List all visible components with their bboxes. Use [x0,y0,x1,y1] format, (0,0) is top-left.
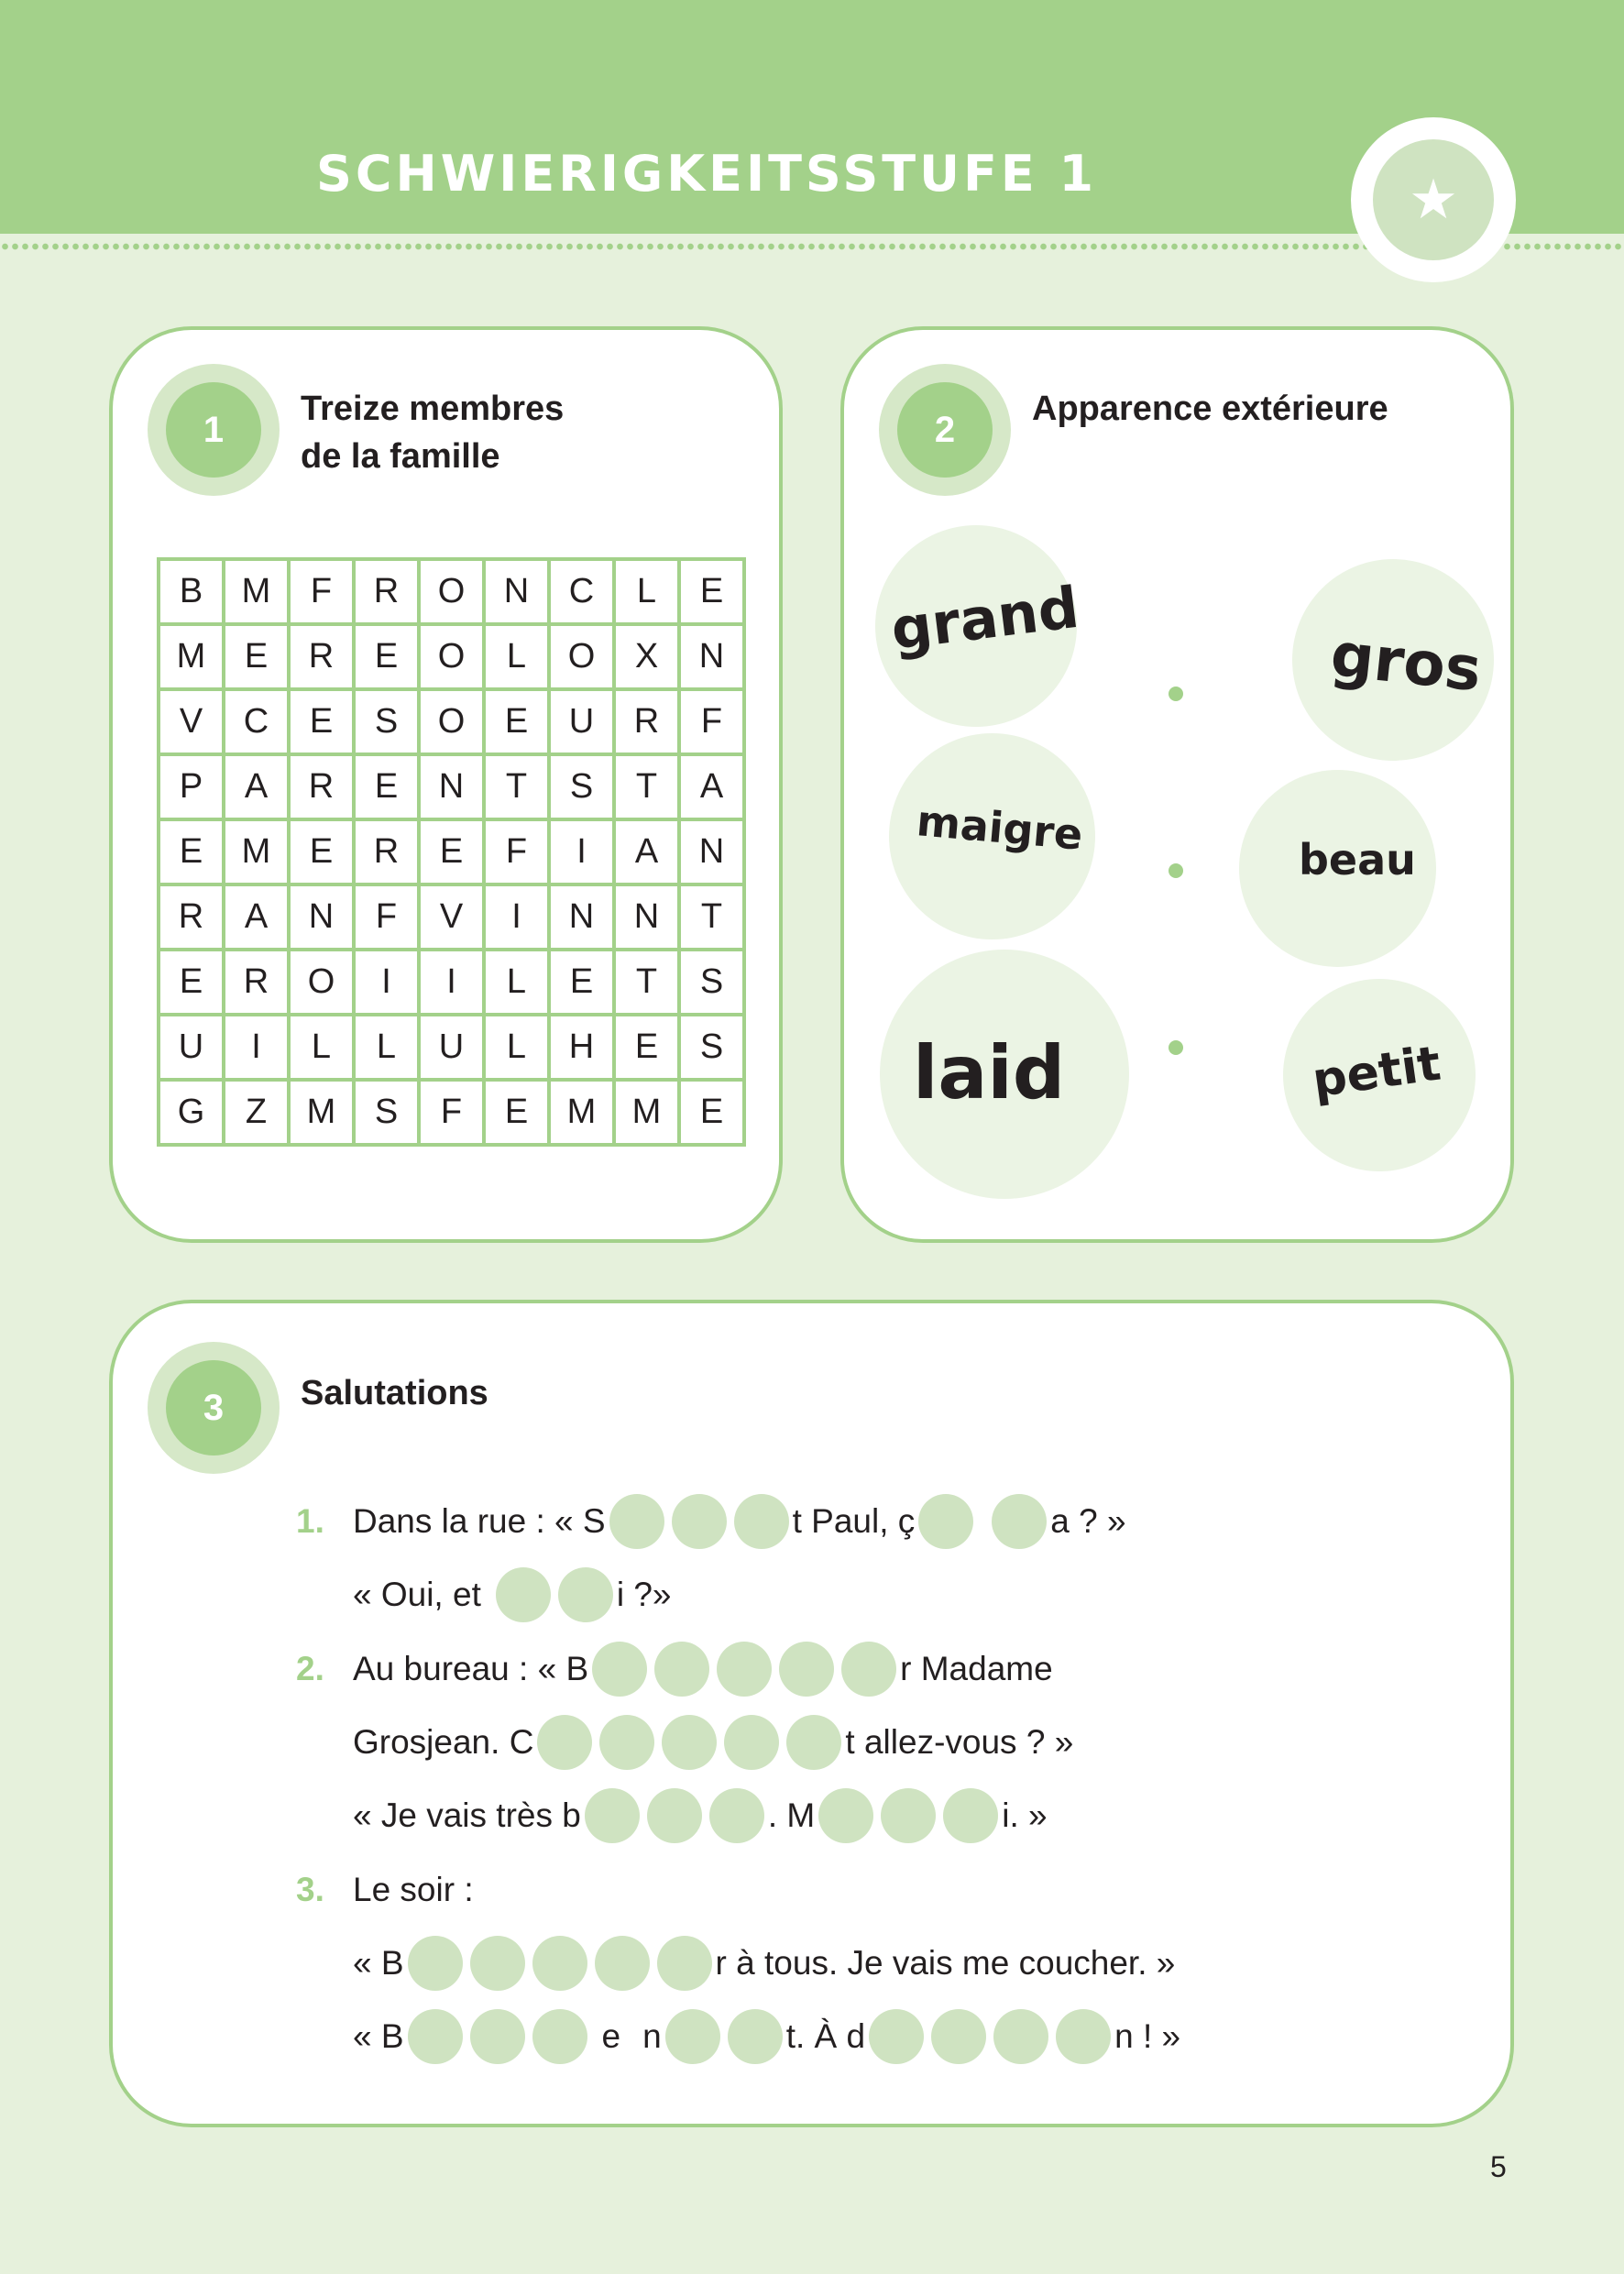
letter-blank[interactable] [709,1788,764,1843]
line-text: r à tous. Je vais me coucher. » [715,1944,1176,1982]
grid-cell[interactable]: Z [224,1080,289,1145]
grid-cell[interactable]: O [419,689,484,754]
line-text: « Je vais très b [353,1796,581,1834]
letter-blank[interactable] [532,1936,587,1991]
letter-blank[interactable] [408,2009,463,2064]
grid-cell[interactable]: S [679,950,744,1015]
word-search-grid [157,557,746,1147]
grid-cell[interactable]: R [224,950,289,1015]
grid-cell[interactable]: G [159,1080,224,1145]
grid-cell[interactable]: M [289,1080,354,1145]
letter-blank[interactable] [869,2009,924,2064]
grid-cell[interactable]: O [419,624,484,689]
grid-cell[interactable]: E [484,689,549,754]
grid-cell[interactable]: N [679,819,744,884]
grid-row [159,754,744,819]
grid-cell[interactable]: F [484,819,549,884]
salutation-line-4 [353,1713,1073,1772]
grid-cell[interactable]: L [289,1015,354,1080]
grid-cell[interactable]: C [549,559,614,624]
exercise-2-number-badge [879,364,1011,496]
letter-blank[interactable] [532,2009,587,2064]
exercise-3-title: Salutations [301,1374,488,1412]
letter-blank[interactable] [665,2009,720,2064]
grid-cell[interactable]: O [289,950,354,1015]
grid-cell[interactable]: I [484,884,549,950]
salutation-line-6 [353,1861,474,1919]
letter-blank[interactable] [609,1494,664,1549]
letter-blank[interactable] [537,1715,592,1770]
grid-cell[interactable]: M [549,1080,614,1145]
grid-row [159,1080,744,1145]
grid-cell[interactable]: R [354,819,419,884]
line-text: a ? » [1050,1502,1126,1540]
line-text: Dans la rue : « S [353,1502,606,1540]
grid-cell[interactable]: E [419,819,484,884]
item-number-2: 2. [296,1650,324,1687]
letter-blank[interactable] [728,2009,783,2064]
grid-cell[interactable]: I [549,819,614,884]
grid-cell[interactable]: S [354,689,419,754]
grid-cell[interactable]: E [354,754,419,819]
word-gros: gros [1327,619,1485,706]
grid-row [159,624,744,689]
letter-blank[interactable] [496,1567,551,1622]
grid-cell[interactable]: U [159,1015,224,1080]
grid-cell[interactable]: I [224,1015,289,1080]
grid-cell[interactable]: L [484,624,549,689]
grid-cell[interactable]: E [159,950,224,1015]
grid-cell[interactable]: L [484,1015,549,1080]
grid-cell[interactable]: C [224,689,289,754]
exercise-2-title: Apparence extérieure [1032,390,1388,428]
grid-cell[interactable]: N [614,884,679,950]
salutation-line-8 [353,2007,1180,2066]
grid-cell[interactable]: T [679,884,744,950]
grid-cell[interactable]: F [419,1080,484,1145]
grid-cell[interactable]: T [614,754,679,819]
letter-blank[interactable] [779,1642,834,1697]
salutation-line-1 [353,1492,1126,1551]
item-number-3: 3. [296,1871,324,1908]
exercise-1-title-line2: de la famille [301,437,500,476]
line-text: n [642,2017,662,2055]
letter-blank[interactable] [599,1715,654,1770]
grid-row [159,950,744,1015]
grid-cell[interactable]: R [289,624,354,689]
line-text: t. À d [785,2017,866,2055]
grid-cell[interactable]: E [614,1015,679,1080]
line-text: « B [353,2017,404,2055]
letter-blank[interactable] [734,1494,789,1549]
grid-row [159,1015,744,1080]
grid-row [159,559,744,624]
grid-cell[interactable]: R [289,754,354,819]
grid-cell[interactable]: A [224,884,289,950]
grid-cell[interactable]: E [289,689,354,754]
exercise-3-number: 3 [166,1360,261,1456]
grid-cell[interactable]: M [224,819,289,884]
line-text: t Paul, ç [792,1502,916,1540]
match-point-3[interactable] [1169,1040,1183,1055]
grid-cell[interactable]: X [614,624,679,689]
grid-cell[interactable]: F [289,559,354,624]
letter-blank[interactable] [408,1936,463,1991]
grid-cell[interactable]: S [549,754,614,819]
word-maigre: maigre [914,796,1085,860]
level-badge [1351,117,1516,282]
grid-cell[interactable]: L [484,950,549,1015]
line-text: i ?» [616,1576,672,1613]
letter-blank[interactable] [918,1494,973,1549]
grid-cell[interactable]: E [679,1080,744,1145]
letter-blank[interactable] [470,1936,525,1991]
grid-cell[interactable]: P [159,754,224,819]
line-text: r Madame [900,1650,1053,1687]
salutation-line-2 [353,1565,672,1624]
exercise-1-number: 1 [166,382,261,478]
grid-cell[interactable]: F [679,689,744,754]
exercise-1-title-line1: Treize membres [301,390,565,428]
grid-cell[interactable]: N [289,884,354,950]
line-text: . M [767,1796,816,1834]
letter-blank[interactable] [943,1788,998,1843]
exercise-1-title [301,385,564,480]
page-number: 5 [1490,2150,1507,2183]
grid-cell[interactable]: I [419,950,484,1015]
letter-blank[interactable] [992,1494,1047,1549]
grid-cell[interactable]: A [679,754,744,819]
word-grand: grand [887,573,1083,664]
grid-cell[interactable]: N [679,624,744,689]
grid-cell[interactable]: S [354,1080,419,1145]
grid-cell[interactable]: R [354,559,419,624]
line-text: Au bureau : « B [353,1650,589,1687]
grid-cell[interactable]: E [289,819,354,884]
letter-blank[interactable] [654,1642,709,1697]
salutation-line-7 [353,1934,1175,1993]
grid-cell[interactable]: O [419,559,484,624]
grid-cell[interactable]: U [549,689,614,754]
line-text: « Oui, et [353,1576,481,1613]
line-text: « B [353,1944,404,1982]
grid-cell[interactable]: B [159,559,224,624]
letter-blank[interactable] [647,1788,702,1843]
grid-row [159,819,744,884]
grid-cell[interactable]: L [354,1015,419,1080]
grid-cell[interactable]: N [549,884,614,950]
letter-blank[interactable] [470,2009,525,2064]
letter-blank[interactable] [931,2009,986,2064]
grid-cell[interactable]: A [614,819,679,884]
grid-cell[interactable]: T [614,950,679,1015]
grid-cell[interactable]: V [159,689,224,754]
grid-cell[interactable]: M [224,559,289,624]
letter-blank[interactable] [841,1642,896,1697]
grid-cell[interactable]: R [614,689,679,754]
grid-cell[interactable]: N [419,754,484,819]
star-icon: ★ [1373,139,1494,260]
grid-cell[interactable]: I [354,950,419,1015]
exercise-1-number-badge [148,364,280,496]
letter-blank[interactable] [558,1567,613,1622]
line-text: Le soir : [353,1871,474,1908]
letter-blank[interactable] [993,2009,1048,2064]
grid-cell[interactable]: E [484,1080,549,1145]
salutation-line-3 [353,1640,1053,1698]
level-title: SCHWIERIGKEITSSTUFE 1 [316,145,1098,203]
grid-row [159,689,744,754]
salutation-line-5 [353,1786,1048,1845]
grid-cell[interactable]: L [614,559,679,624]
grid-cell[interactable]: R [159,884,224,950]
letter-blank[interactable] [585,1788,640,1843]
grid-cell[interactable]: H [549,1015,614,1080]
letter-blank[interactable] [662,1715,717,1770]
grid-cell[interactable]: E [679,559,744,624]
grid-cell[interactable]: T [484,754,549,819]
exercise-2-number: 2 [897,382,993,478]
line-text: n ! » [1114,2017,1181,2055]
grid-cell[interactable]: O [549,624,614,689]
item-number-1: 1. [296,1502,324,1540]
grid-cell[interactable]: M [614,1080,679,1145]
line-text: Grosjean. C [353,1723,534,1761]
grid-cell[interactable]: F [354,884,419,950]
letter-blank[interactable] [657,1936,712,1991]
word-beau: beau [1299,835,1416,884]
line-text: e [601,2017,621,2055]
letter-blank[interactable] [881,1788,936,1843]
letter-blank[interactable] [717,1642,772,1697]
grid-cell[interactable]: V [419,884,484,950]
letter-blank[interactable] [592,1642,647,1697]
grid-cell[interactable]: S [679,1015,744,1080]
letter-blank[interactable] [595,1936,650,1991]
match-point-1[interactable] [1169,687,1183,701]
match-point-2[interactable] [1169,863,1183,878]
letter-blank[interactable] [818,1788,873,1843]
letter-blank[interactable] [1056,2009,1111,2064]
grid-cell[interactable]: E [549,950,614,1015]
grid-cell[interactable]: M [159,624,224,689]
exercise-3-number-badge [148,1342,280,1474]
letter-blank[interactable] [672,1494,727,1549]
word-laid: laid [913,1030,1066,1115]
grid-cell[interactable]: E [224,624,289,689]
grid-cell[interactable]: U [419,1015,484,1080]
grid-cell[interactable]: A [224,754,289,819]
letter-blank[interactable] [786,1715,841,1770]
grid-row [159,884,744,950]
grid-cell[interactable]: N [484,559,549,624]
line-text: i. » [1002,1796,1048,1834]
letter-blank[interactable] [724,1715,779,1770]
word-petit: petit [1309,1036,1444,1109]
grid-cell[interactable]: E [354,624,419,689]
line-text: t allez-vous ? » [845,1723,1074,1761]
grid-cell[interactable]: E [159,819,224,884]
